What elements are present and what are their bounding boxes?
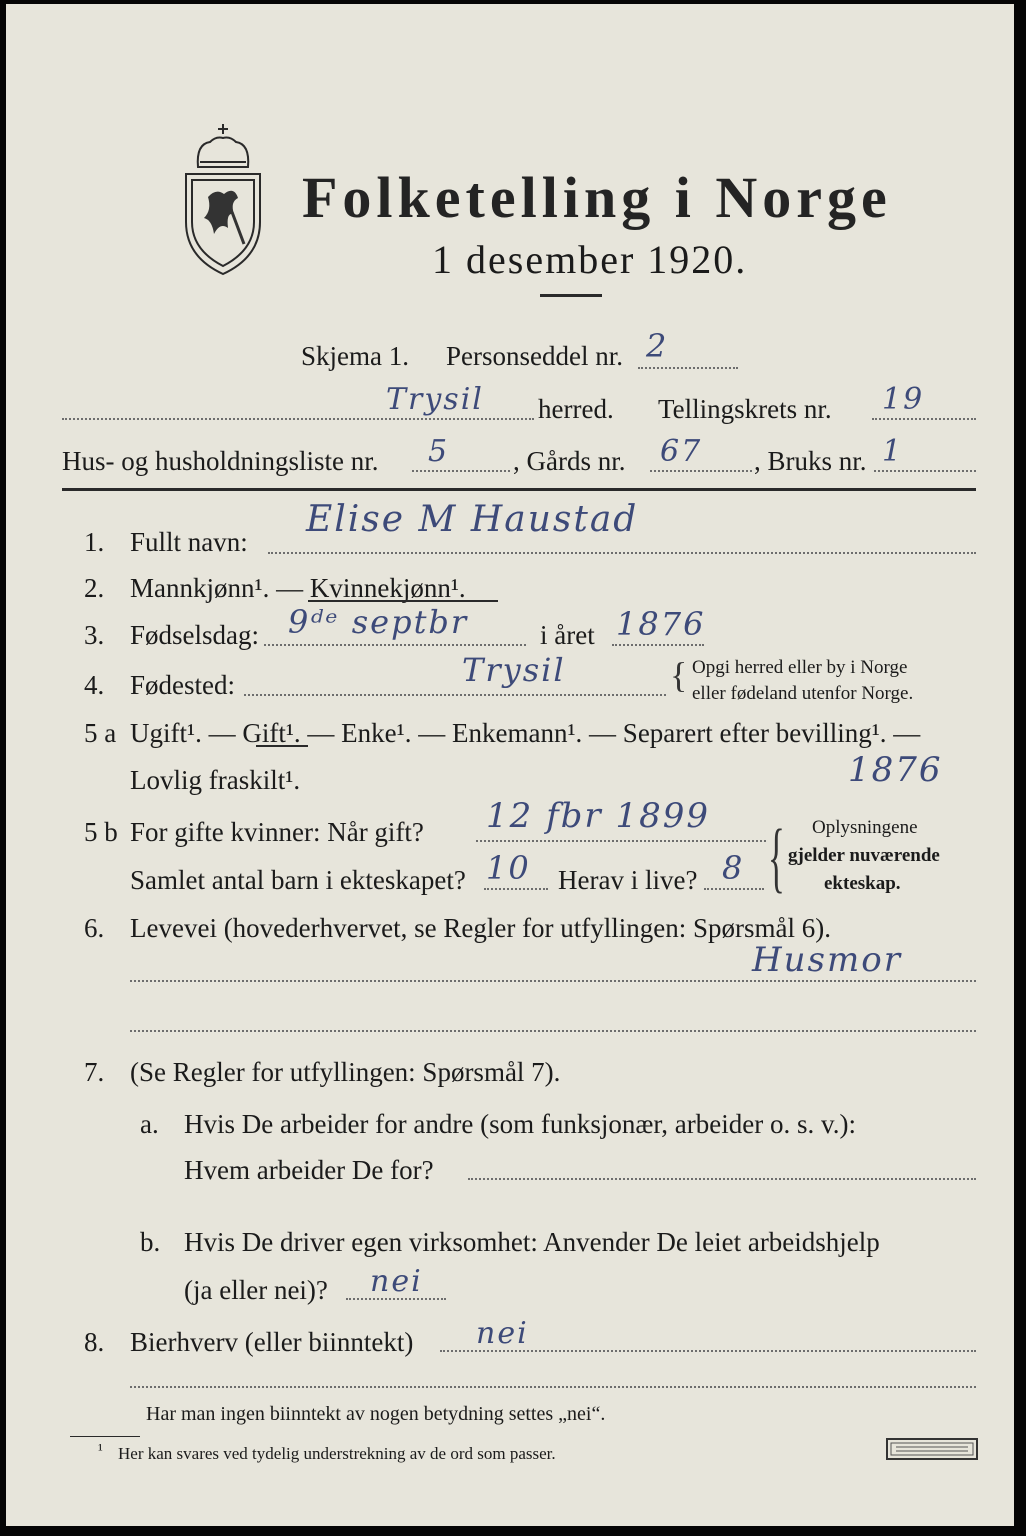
q7b-label: Hvis De driver egen virksomhet: Anvender De leiet arbeidshjelp <box>184 1227 880 1257</box>
q3-year-label: i året <box>540 620 595 650</box>
q2-label: Mannkjønn¹. — Kvinnekjønn¹. <box>130 573 466 603</box>
tellingskrets-line <box>872 418 976 420</box>
herred-value[interactable]: Trysil <box>386 382 484 417</box>
q5a-margin-note: 1876 <box>848 750 943 790</box>
q8-label: Bierhverv (eller biinntekt) <box>130 1327 414 1357</box>
census-form <box>6 4 1014 1526</box>
q5b-note-2: gjelder nuværende <box>788 845 940 866</box>
q5b-note-1: Oplysningene <box>812 817 918 838</box>
gards-value[interactable]: 67 <box>660 434 703 469</box>
q1-label: Fullt navn: <box>130 527 248 557</box>
q7a-label-2: Hvem arbeider De for? <box>184 1155 434 1185</box>
q5b-line <box>476 840 766 842</box>
q7b-label-2: (ja eller nei)? <box>184 1275 328 1305</box>
q4-line <box>244 694 666 696</box>
q3-line <box>264 644 526 646</box>
q1-number: 1. <box>84 527 105 557</box>
q5b-note-3: ekteskap. <box>824 873 901 894</box>
q6-occupation[interactable]: Husmor <box>752 940 902 980</box>
q5b-number: 5 b <box>84 817 118 847</box>
q3-birthday[interactable]: 9ᵈᵉ septbr <box>288 603 469 641</box>
q8-number: 8. <box>84 1327 105 1357</box>
q5b-label-2: Samlet antal barn i ekteskapet? <box>130 865 466 895</box>
q5b-brace: { <box>768 813 785 900</box>
q5a-number: 5 a <box>84 718 117 748</box>
personseddel-value[interactable]: 2 <box>646 327 669 365</box>
husliste-label: Hus- og husholdningsliste nr. <box>62 446 379 476</box>
q6-number: 6. <box>84 913 105 943</box>
q4-number: 4. <box>84 670 105 700</box>
q5a-label-2: Lovlig fraskilt¹. <box>130 765 301 795</box>
q2-kvinnekjonn-underline <box>308 600 498 602</box>
skjema-label: Skjema 1. <box>301 341 409 371</box>
q4-note-1: Opgi herred eller by i Norge <box>692 657 908 678</box>
footnote-text: Her kan svares ved tydelig understrekning av de ord som passer. <box>118 1444 556 1463</box>
bruks-label: , Bruks nr. <box>754 446 867 476</box>
q6-label: Levevei (hovederhvervet, se Regler for utfyllingen: Spørsmål 6). <box>130 913 832 943</box>
q5b-alive-line <box>704 888 764 890</box>
footer-note: Har man ingen biinntekt av nogen betydning settes „nei“. <box>146 1403 606 1425</box>
bruks-line <box>874 470 976 472</box>
tellingskrets-value[interactable]: 19 <box>882 382 925 417</box>
herred-label: herred. <box>538 394 614 424</box>
q1-full-name[interactable]: Elise M Haustad <box>306 499 639 540</box>
printer-stamp-icon <box>886 1438 978 1460</box>
q5b-label-3: Herav i live? <box>558 865 698 895</box>
footnote-rule <box>70 1436 140 1437</box>
q2-number: 2. <box>84 573 105 603</box>
q7b-answer[interactable]: nei <box>370 1264 423 1299</box>
q4-birthplace[interactable]: Trysil <box>462 651 566 689</box>
q4-note-2: eller fødeland utenfor Norge. <box>692 683 914 704</box>
husliste-value[interactable]: 5 <box>428 434 450 469</box>
q5a-label: Ugift¹. — Gift¹. — Enke¹. — Enkemann¹. — Separert efter bevilling¹. — <box>130 718 921 748</box>
q8-line-2 <box>130 1386 976 1388</box>
q3-number: 3. <box>84 620 105 650</box>
gards-line <box>650 470 752 472</box>
q3-label: Fødselsdag: <box>130 620 260 650</box>
q5b-children-alive[interactable]: 8 <box>722 849 745 887</box>
footnote-mark: ¹ <box>98 1442 103 1459</box>
personseddel-line <box>638 367 738 369</box>
q5b-label: For gifte kvinner: Når gift? <box>130 817 424 847</box>
form-title: Folketelling i Norge <box>302 165 892 230</box>
q3-birth-year[interactable]: 1876 <box>616 605 706 643</box>
q4-label: Fødested: <box>130 670 235 700</box>
q5b-children-line <box>484 888 548 890</box>
header-rule <box>62 488 976 491</box>
tellingskrets-label: Tellingskrets nr. <box>658 394 832 424</box>
q4-brace: { <box>670 655 688 695</box>
q7a-line[interactable] <box>468 1178 976 1180</box>
census-date: 1 desember 1920. <box>432 237 748 282</box>
q1-line <box>268 552 976 554</box>
personseddel-label: Personseddel nr. <box>446 341 623 371</box>
title-divider <box>540 294 602 297</box>
q7b-letter: b. <box>140 1227 161 1257</box>
q6-line-2 <box>130 1030 976 1032</box>
q5a-gift-underline <box>256 745 308 747</box>
q7-label: (Se Regler for utfyllingen: Spørsmål 7). <box>130 1057 561 1087</box>
herred-line <box>62 418 534 420</box>
gards-label: , Gårds nr. <box>513 446 626 476</box>
q7a-label: Hvis De arbeider for andre (som funksjonær, arbeider o. s. v.): <box>184 1109 856 1139</box>
q5b-children-total[interactable]: 10 <box>486 849 531 887</box>
q7a-letter: a. <box>140 1109 159 1139</box>
q7-number: 7. <box>84 1057 105 1087</box>
q6-line-1 <box>130 980 976 982</box>
q5b-married-date[interactable]: 12 fbr 1899 <box>486 796 711 836</box>
husliste-line <box>412 470 510 472</box>
bruks-value[interactable]: 1 <box>882 434 904 469</box>
q3-year-line <box>612 644 704 646</box>
q8-answer[interactable]: nei <box>476 1316 529 1351</box>
coat-of-arms-icon <box>178 122 268 277</box>
